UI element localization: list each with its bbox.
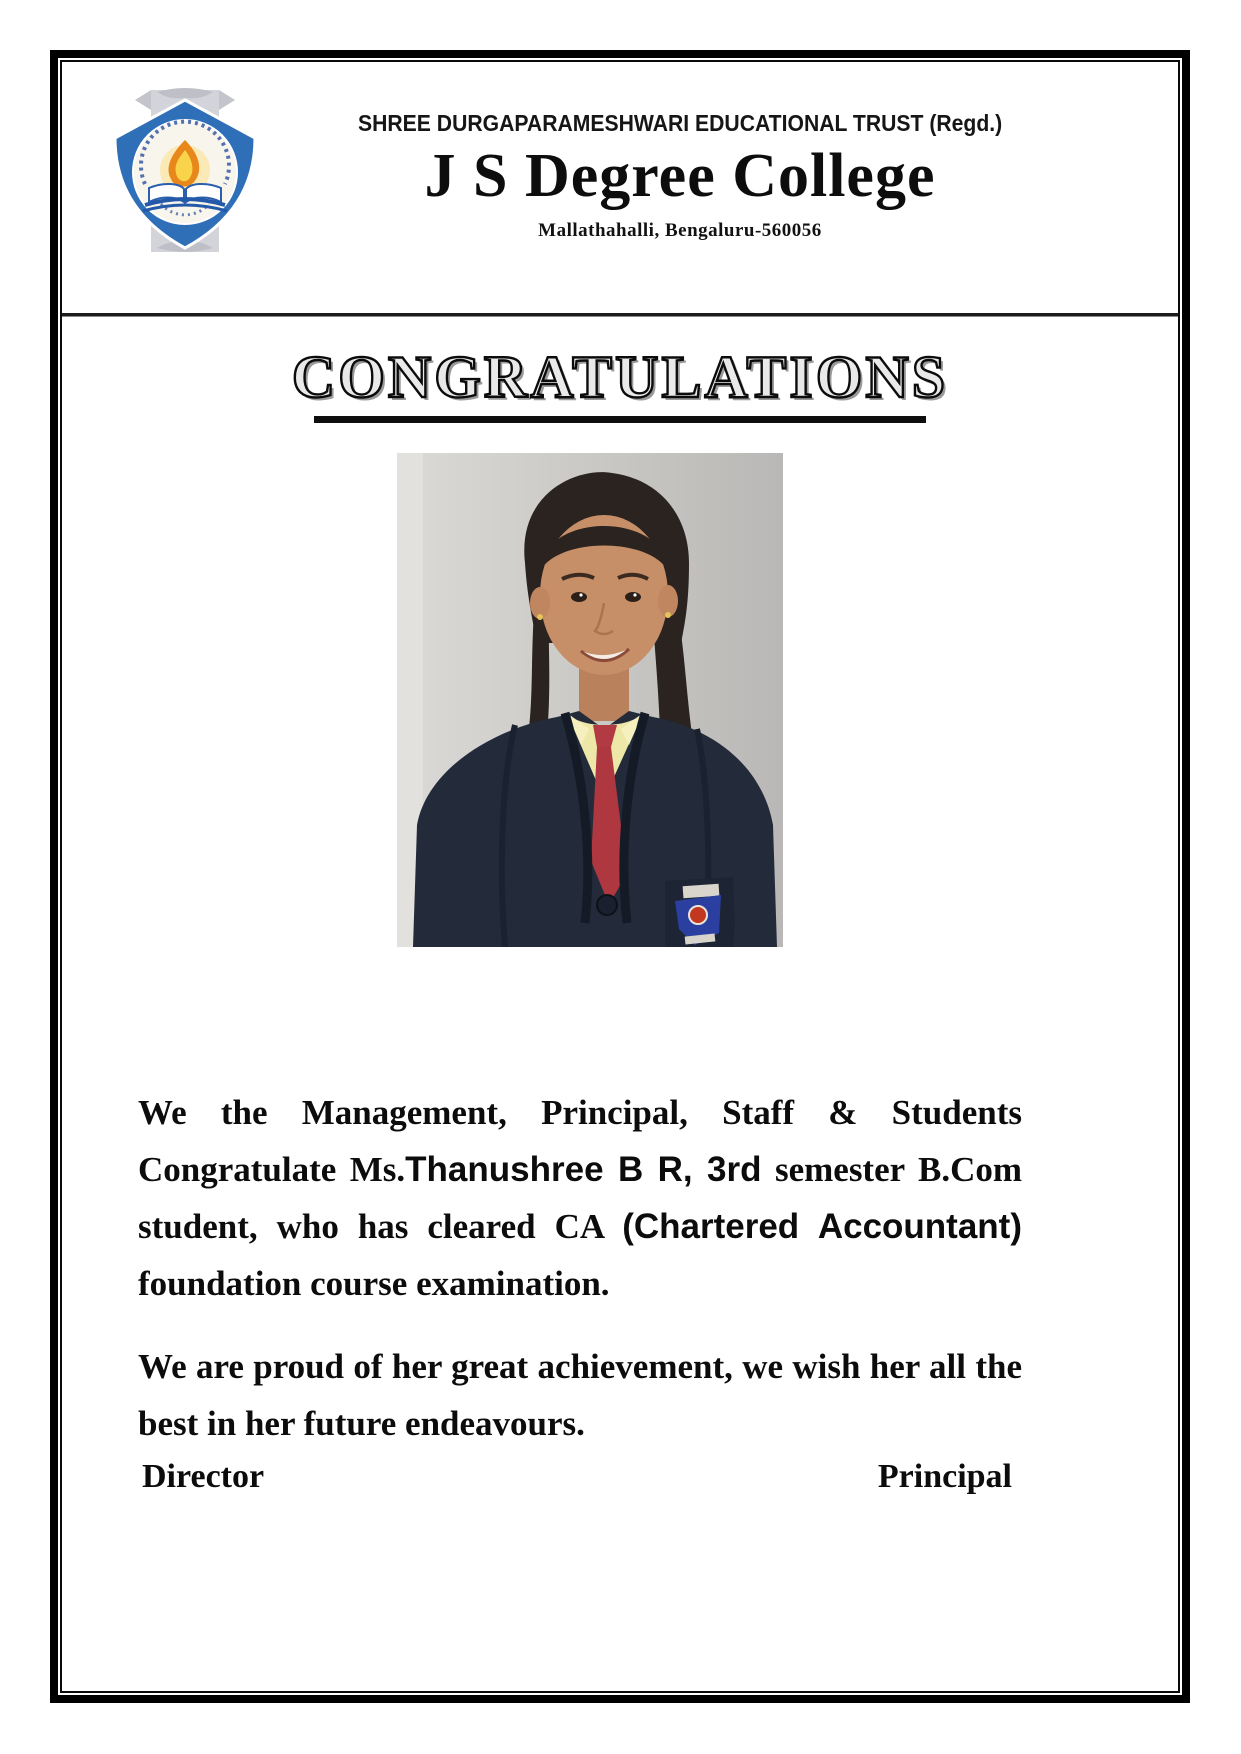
trust-name <box>182 110 1178 137</box>
paragraph-1 <box>138 1084 1022 1312</box>
director-label: Director <box>142 1458 265 1495</box>
blazer-badge <box>665 877 735 947</box>
student-portrait-image <box>397 453 783 947</box>
page-content <box>62 62 1178 1691</box>
p1-seg3: semester B.Com student, who has cleared CA <box>138 1150 1022 1246</box>
p1-chartered-accountant: (Chartered Accountant) <box>622 1207 1022 1246</box>
p1-seg1: We the Management, Principal, Staff & Students Congratulate Ms. <box>138 1093 1022 1189</box>
college-name: J S Degree College <box>424 142 936 210</box>
page-inner-border <box>60 60 1180 1693</box>
college-address: Mallathahalli, Bengaluru-560056 <box>538 220 822 241</box>
header-divider <box>62 313 1178 316</box>
congratulations-title: CONGRATULATIONS <box>291 344 949 410</box>
title-underline <box>314 416 926 423</box>
student-photo <box>397 453 783 947</box>
body-text <box>138 1084 1022 1478</box>
principal-label: Principal <box>877 1458 1012 1495</box>
trust-name-text: SHREE DURGAPARAMESHWARI EDUCATIONAL TRUST (Regd.) <box>357 110 1003 136</box>
page-border-frame <box>50 50 1190 1703</box>
p1-seg5: foundation course examination. <box>138 1264 610 1303</box>
p1-student-name: Thanushree B R, 3rd <box>405 1150 762 1189</box>
signature-row <box>142 1458 1012 1496</box>
paragraph-2: We are proud of her great achievement, we wish her all the best in her future endeavours. <box>138 1347 1022 1443</box>
